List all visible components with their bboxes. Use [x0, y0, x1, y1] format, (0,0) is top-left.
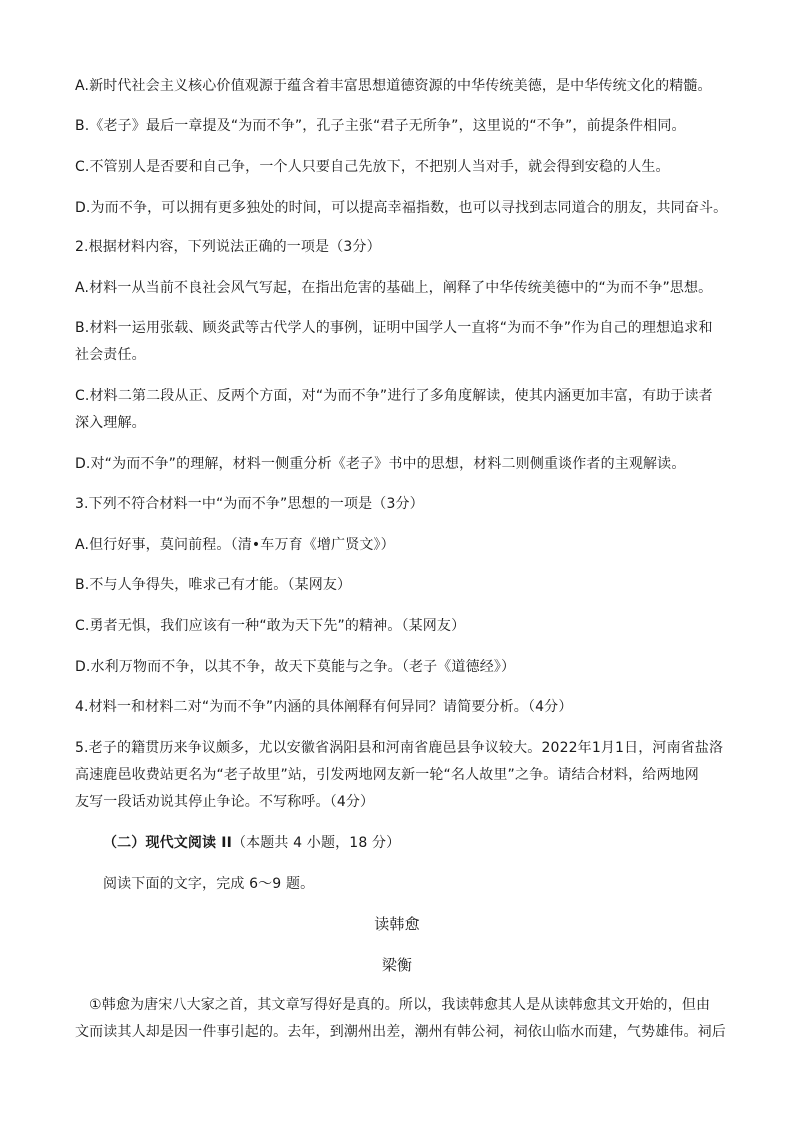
q2-option-c-line2: 深入理解。 [75, 415, 146, 431]
section-heading [103, 833, 753, 853]
q3-option-d: D.水利万物而不争，以其不争，故天下莫能与之争。（老子《道德经》） [75, 659, 516, 675]
section-heading-title: （二）现代文阅读 II [103, 835, 232, 851]
section-instruction: 阅读下面的文字，完成 6～9 题。 [103, 876, 315, 892]
q5-line1: 5.老子的籍贯历来争议颇多，尤以安徽省涡阳县和河南省鹿邑县争议较大。2022年1月1日，河南省盐洛 [75, 740, 724, 756]
q4-stem: 4.材料一和材料二对“为而不争”内涵的具体阐释有何异同？请简要分析。（4分） [75, 699, 573, 715]
article-para1-line1: ①韩愈为唐宋八大家之首，其文章写得好是真的。所以，我读韩愈其人是从读韩愈其文开始的，但由 [89, 997, 711, 1013]
q3-option-c: C.勇者无惧，我们应该有一种“敢为天下先”的精神。（某网友） [75, 618, 466, 634]
q2-option-b-line1: B.材料一运用张载、顾炎武等古代学人的事例，证明中国学人一直将“为而不争”作为自己的理想追求和 [75, 320, 713, 336]
q1-option-b: B.《老子》最后一章提及“为而不争”，孔子主张“君子无所争”，这里说的“不争”，前提条件相同。 [75, 118, 686, 134]
q5-line3: 友写一段话劝说其停止争论。不写称呼。（4分） [75, 794, 375, 810]
q2-stem: 2.根据材料内容，下列说法正确的一项是（3分） [75, 239, 381, 255]
section-heading-note: （本题共 4 小题，18 分） [231, 835, 401, 851]
q1-option-a: A.新时代社会主义核心价值观源于蕴含着丰富思想道德资源的中华传统美德，是中华传统文化的精髓。 [75, 78, 712, 94]
article-author: 梁衡 [381, 956, 413, 974]
q5-line2: 高速鹿邑收费站更名为“老子故里”站，引发两地网友新一轮“名人故里”之争。请结合材料，给两地网 [75, 767, 699, 783]
q3-option-b: B.不与人争得失，唯求己有才能。（某网友） [75, 577, 352, 593]
article-title: 读韩愈 [374, 915, 420, 933]
q3-stem: 3.下列不符合材料一中“为而不争”思想的一项是（3分） [75, 496, 424, 512]
q2-option-a: A.材料一从当前不良社会风气写起，在指出危害的基础上，阐释了中华传统美德中的“为而不争”思想。 [75, 280, 713, 296]
article-para1-line2: 文而读其人却是因一件事引起的。去年，到潮州出差，潮州有韩公祠，祠依山临水而建，气势雄伟。祠后 [75, 1024, 726, 1040]
q3-option-a: A.但行好事，莫问前程。（清•车万育《增广贤文》） [75, 537, 395, 553]
q1-option-c: C.不管别人是否要和自己争，一个人只要自己先放下，不把别人当对手，就会得到安稳的人生。 [75, 159, 670, 175]
q1-option-d: D.为而不争，可以拥有更多独处的时间，可以提高幸福指数，也可以寻找到志同道合的朋友，共同奋斗。 [75, 200, 728, 216]
q2-option-b-line2: 社会责任。 [75, 347, 146, 363]
q2-option-c-line1: C.材料二第二段从正、反两个方面，对“为而不争”进行了多角度解读，使其内涵更加丰富，有助于读者 [75, 388, 713, 404]
q2-option-d: D.对“为而不争”的理解，材料一侧重分析《老子》书中的思想，材料二则侧重谈作者的主观解读。 [75, 456, 686, 472]
